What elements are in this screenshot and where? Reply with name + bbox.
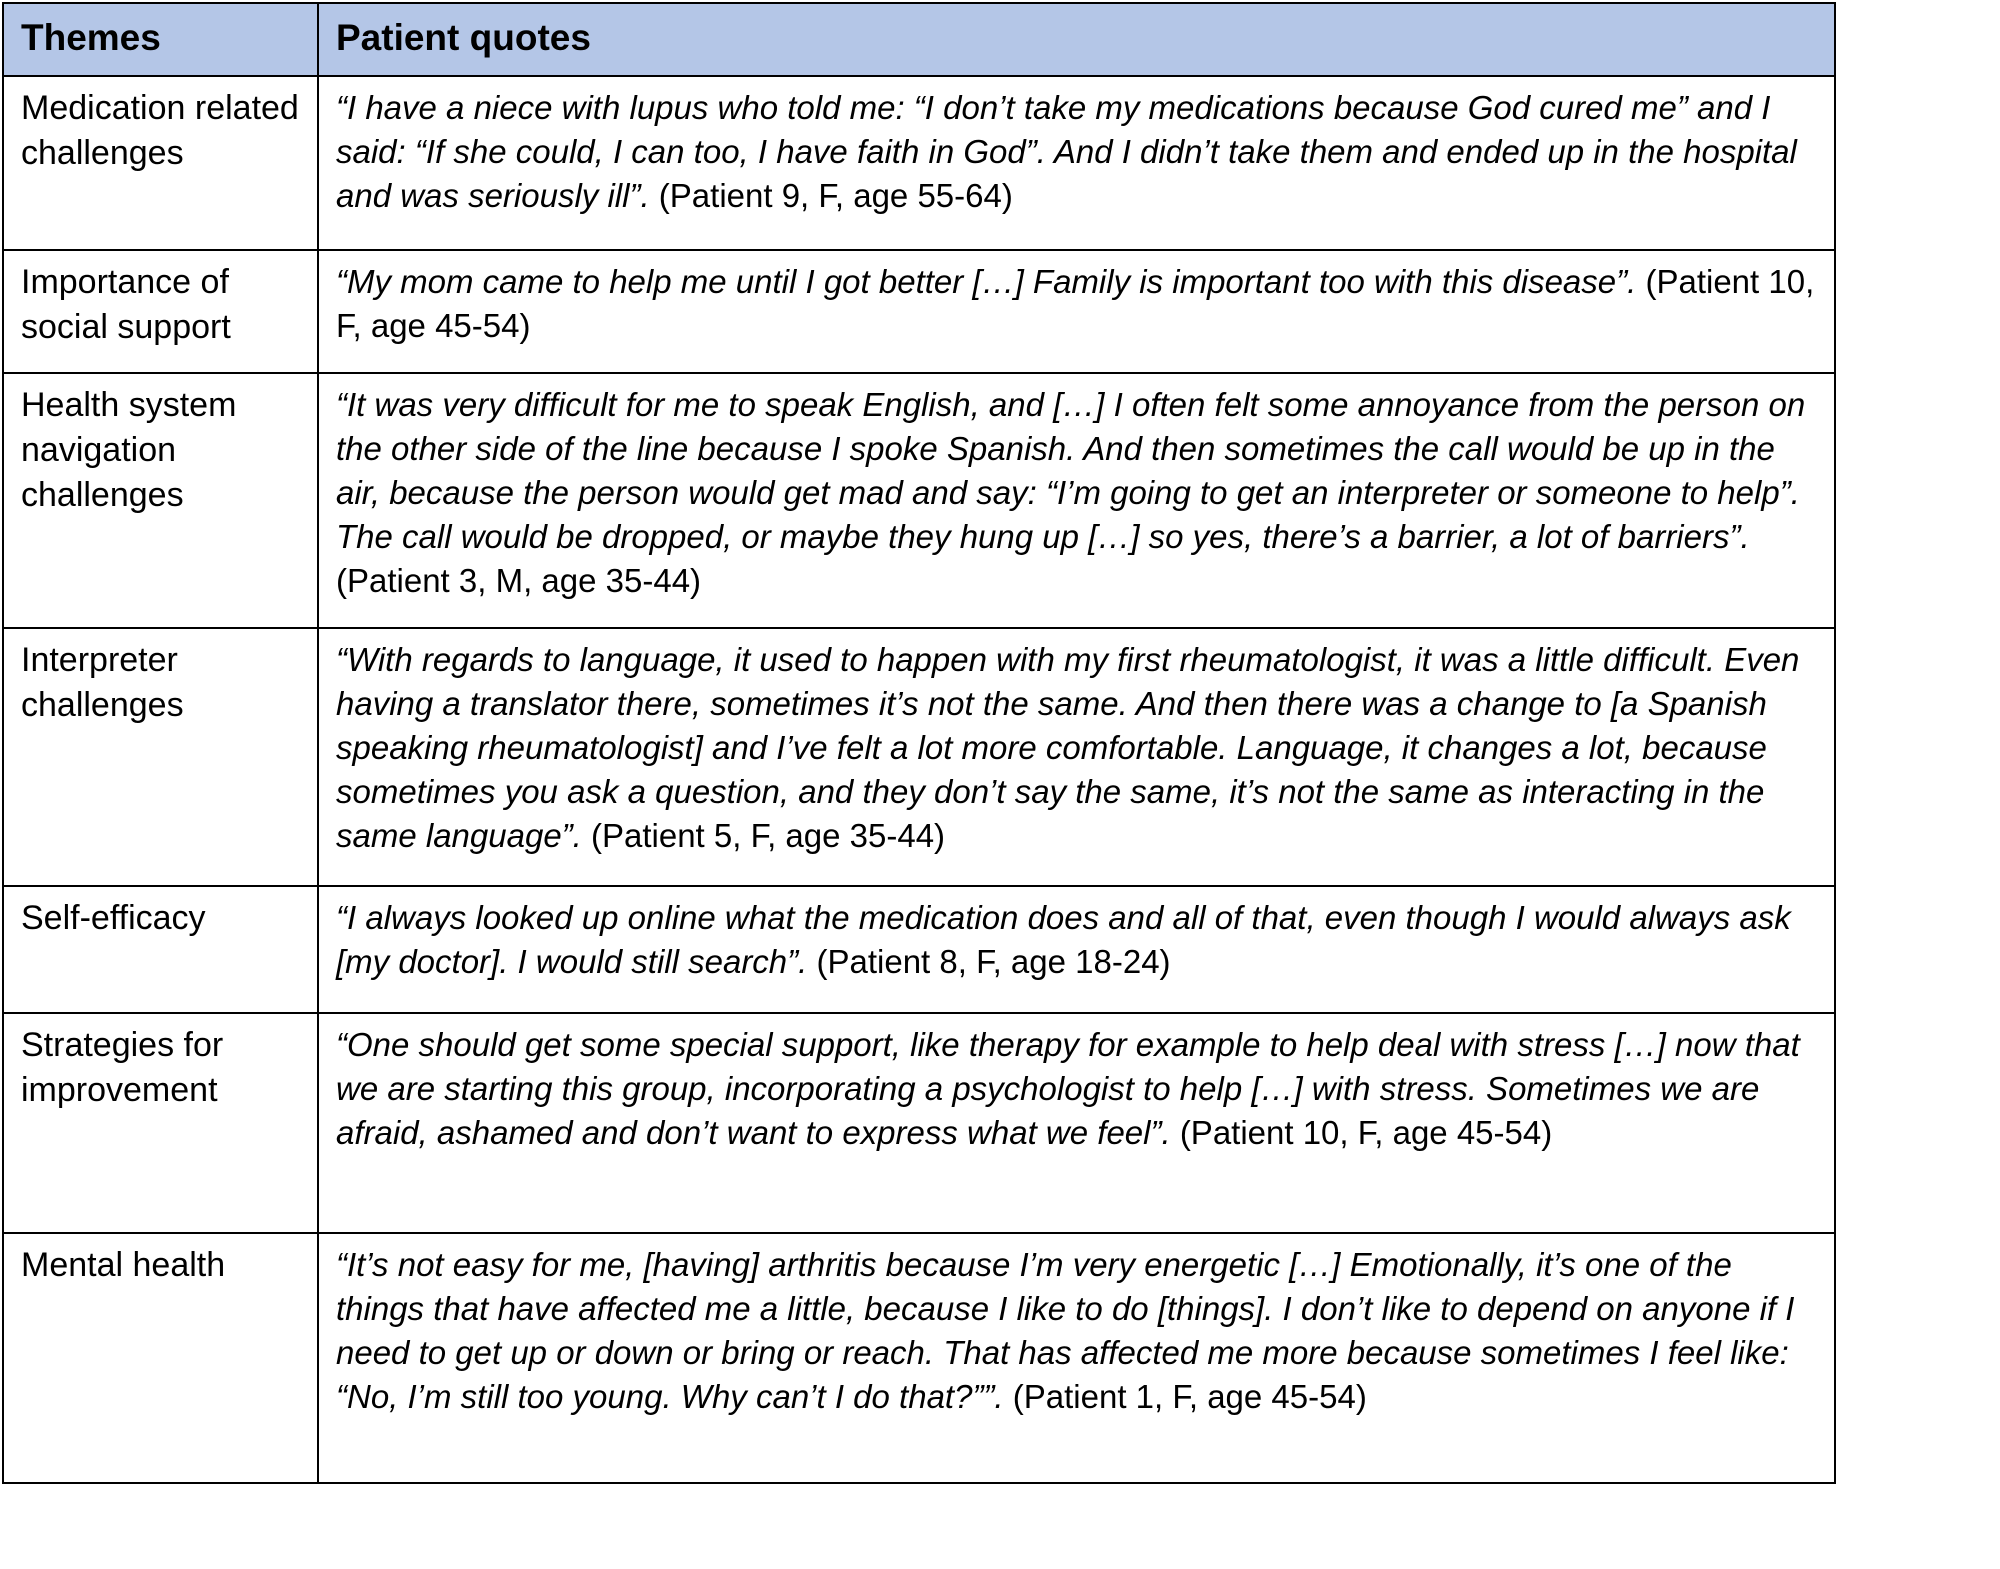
quote-cell (318, 1233, 1835, 1483)
themes-quotes-table (2, 2, 1836, 1484)
quote-cell (318, 373, 1835, 628)
patient-citation: (Patient 9, F, age 55-64) (658, 177, 1013, 214)
theme-cell-interpreter-challenges: Interpreter challenges (3, 628, 318, 886)
table-row (3, 250, 1835, 373)
patient-quote-text: “I have a niece with lupus who told me: “I don’t take my medications because God cured me” and I said: “If she could, I can too, I have faith in God”. And I didn’t take them and ended up in the hospital and was seriously ill”. (336, 89, 1797, 214)
patient-citation: (Patient 10, F, age 45-54) (1179, 1114, 1553, 1151)
theme-cell-medication-related-challenges: Medication related challenges (3, 76, 318, 250)
patient-citation: (Patient 3, M, age 35-44) (336, 562, 702, 599)
quote-cell (318, 628, 1835, 886)
patient-citation: (Patient 1, F, age 45-54) (1012, 1378, 1367, 1415)
theme-cell-health-system-navigation-challenges: Health system navigation challenges (3, 373, 318, 628)
theme-cell-self-efficacy: Self-efficacy (3, 886, 318, 1013)
patient-quote-text: “It was very difficult for me to speak English, and […] I often felt some annoyance from the person on the other side of the line because I spoke Spanish. And then sometimes the call would be up in the air, because the person would get mad and say: “I’m going to get an interpreter or someone to help”. The call would be dropped, or maybe they hung up […] so yes, there’s a barrier, a lot of barriers”. (336, 386, 1806, 555)
patient-quote-text: “It’s not easy for me, [having] arthritis because I’m very energetic […] Emotionally, it’s one of the things that have affected me a little, because I like to do [things]. I don’t like to depend on anyone if I need to get up or down or bring or reach. That has affected me more because sometimes I feel like: “No, I’m still too young. Why can’t I do that?””. (336, 1246, 1795, 1415)
column-header-patient-quotes: Patient quotes (318, 3, 1835, 76)
table-row (3, 886, 1835, 1013)
theme-cell-strategies-for-improvement: Strategies for improvement (3, 1013, 318, 1233)
patient-quote-text: “With regards to language, it used to happen with my first rheumatologist, it was a little difficult. Even having a translator there, sometimes it’s not the same. And then there was a change to [a Spanish speaking rheumatologist] and I’ve felt a lot more comfortable. Language, it changes a lot, because sometimes you ask a question, and they don’t say the same, it’s not the same as interacting in the same language”. (336, 641, 1800, 854)
quote-cell (318, 1013, 1835, 1233)
column-header-themes: Themes (3, 3, 318, 76)
quote-cell (318, 886, 1835, 1013)
theme-cell-importance-of-social-support: Importance of social support (3, 250, 318, 373)
table-row (3, 628, 1835, 886)
table-row (3, 373, 1835, 628)
patient-quote-text: “One should get some special support, like therapy for example to help deal with stress […] now that we are starting this group, incorporating a psychologist to help […] with stress. Sometimes we are afraid, ashamed and don’t want to express what we feel”. (336, 1026, 1800, 1151)
theme-cell-mental-health: Mental health (3, 1233, 318, 1483)
table-row (3, 76, 1835, 250)
patient-citation: (Patient 8, F, age 18-24) (816, 943, 1171, 980)
table-header-row (3, 3, 1835, 76)
quote-cell (318, 250, 1835, 373)
patient-citation: (Patient 5, F, age 35-44) (591, 817, 946, 854)
table-row (3, 1013, 1835, 1233)
patient-quote-text: “I always looked up online what the medication does and all of that, even though I would always ask [my doctor]. I would still search”. (336, 899, 1791, 980)
table-row (3, 1233, 1835, 1483)
patient-citation: (Patient 10, F, age 45-54) (336, 263, 1815, 344)
patient-quote-text: “My mom came to help me until I got better […] Family is important too with this disease”. (336, 263, 1637, 300)
quote-cell (318, 76, 1835, 250)
